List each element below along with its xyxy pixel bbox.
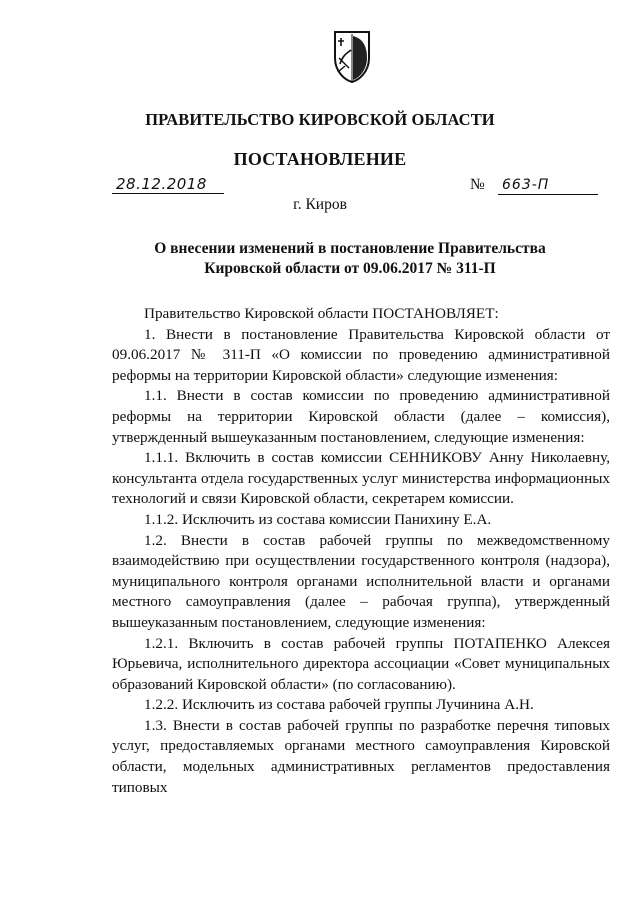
number-value: 663-П (498, 177, 598, 195)
paragraph-1-2-2: 1.2.2. Исключить из состава рабочей группы Лучинина А.Н. (144, 696, 534, 714)
document-body (112, 304, 610, 798)
subject-line: Кировской области от 09.06.2017 № 311-П (204, 260, 496, 277)
paragraph-1-1-2: 1.1.2. Исключить из состава комиссии Панихину Е.А. (144, 510, 492, 528)
number-sign: № (470, 176, 485, 193)
kirov-coat-of-arms-icon (331, 28, 373, 84)
city: г. Киров (293, 196, 347, 213)
document-subject (120, 239, 580, 279)
paragraph-preamble: Правительство Кировской области ПОСТАНОВЛЯЕТ: (144, 305, 499, 322)
document-date: 28.12.2018 (112, 176, 224, 194)
paragraph-1-2-1: 1.2.1. Включить в состав рабочей группы ПОТАПЕНКО Алексея Юрьевича, исполнительного директора ассоциации «Совет муниципальных образований Кировской области» (по согласованию). (112, 634, 610, 693)
subject-line: О внесении изменений в постановление Правительства (154, 240, 546, 257)
paragraph-1-3: 1.3. Внести в состав рабочей группы по разработке перечня типовых услуг, предоставляемых органами местного самоуправления Кировской области, модельных административных регламентов предоставления типовых (112, 716, 610, 796)
organization-title: ПРАВИТЕЛЬСТВО КИРОВСКОЙ ОБЛАСТИ (145, 110, 495, 129)
paragraph-1-1-1: 1.1.1. Включить в состав комиссии СЕННИКОВУ Анну Николаевну, консультанта отдела государственных услуг министерства информационных технологий и связи Кировской области, секретарем комиссии. (112, 449, 610, 508)
paragraph-1-2: 1.2. Внести в состав рабочей группы по межведомственному взаимодействию при осуществлении государственного контроля (надзора), муниципального контроля органами исполнительной власти и органами местного самоуправления (далее – рабочая группа), утвержденный вышеуказанным постановлением, следующие изменения: (112, 531, 610, 631)
paragraph-1-1: 1.1. Внести в состав комиссии по проведению административной реформы на территории Кировской области (далее – комиссия), утвержденный вышеуказанным постановлением, следующие изменения: (112, 387, 610, 446)
paragraph-1: 1. Внести в постановление Правительства Кировской области от 09.06.2017 № 311-П «О комиссии по проведению административной реформы на территории Кировской области» следующие изменения: (112, 325, 610, 384)
document-number (470, 176, 598, 195)
document-type: ПОСТАНОВЛЕНИЕ (233, 149, 407, 169)
